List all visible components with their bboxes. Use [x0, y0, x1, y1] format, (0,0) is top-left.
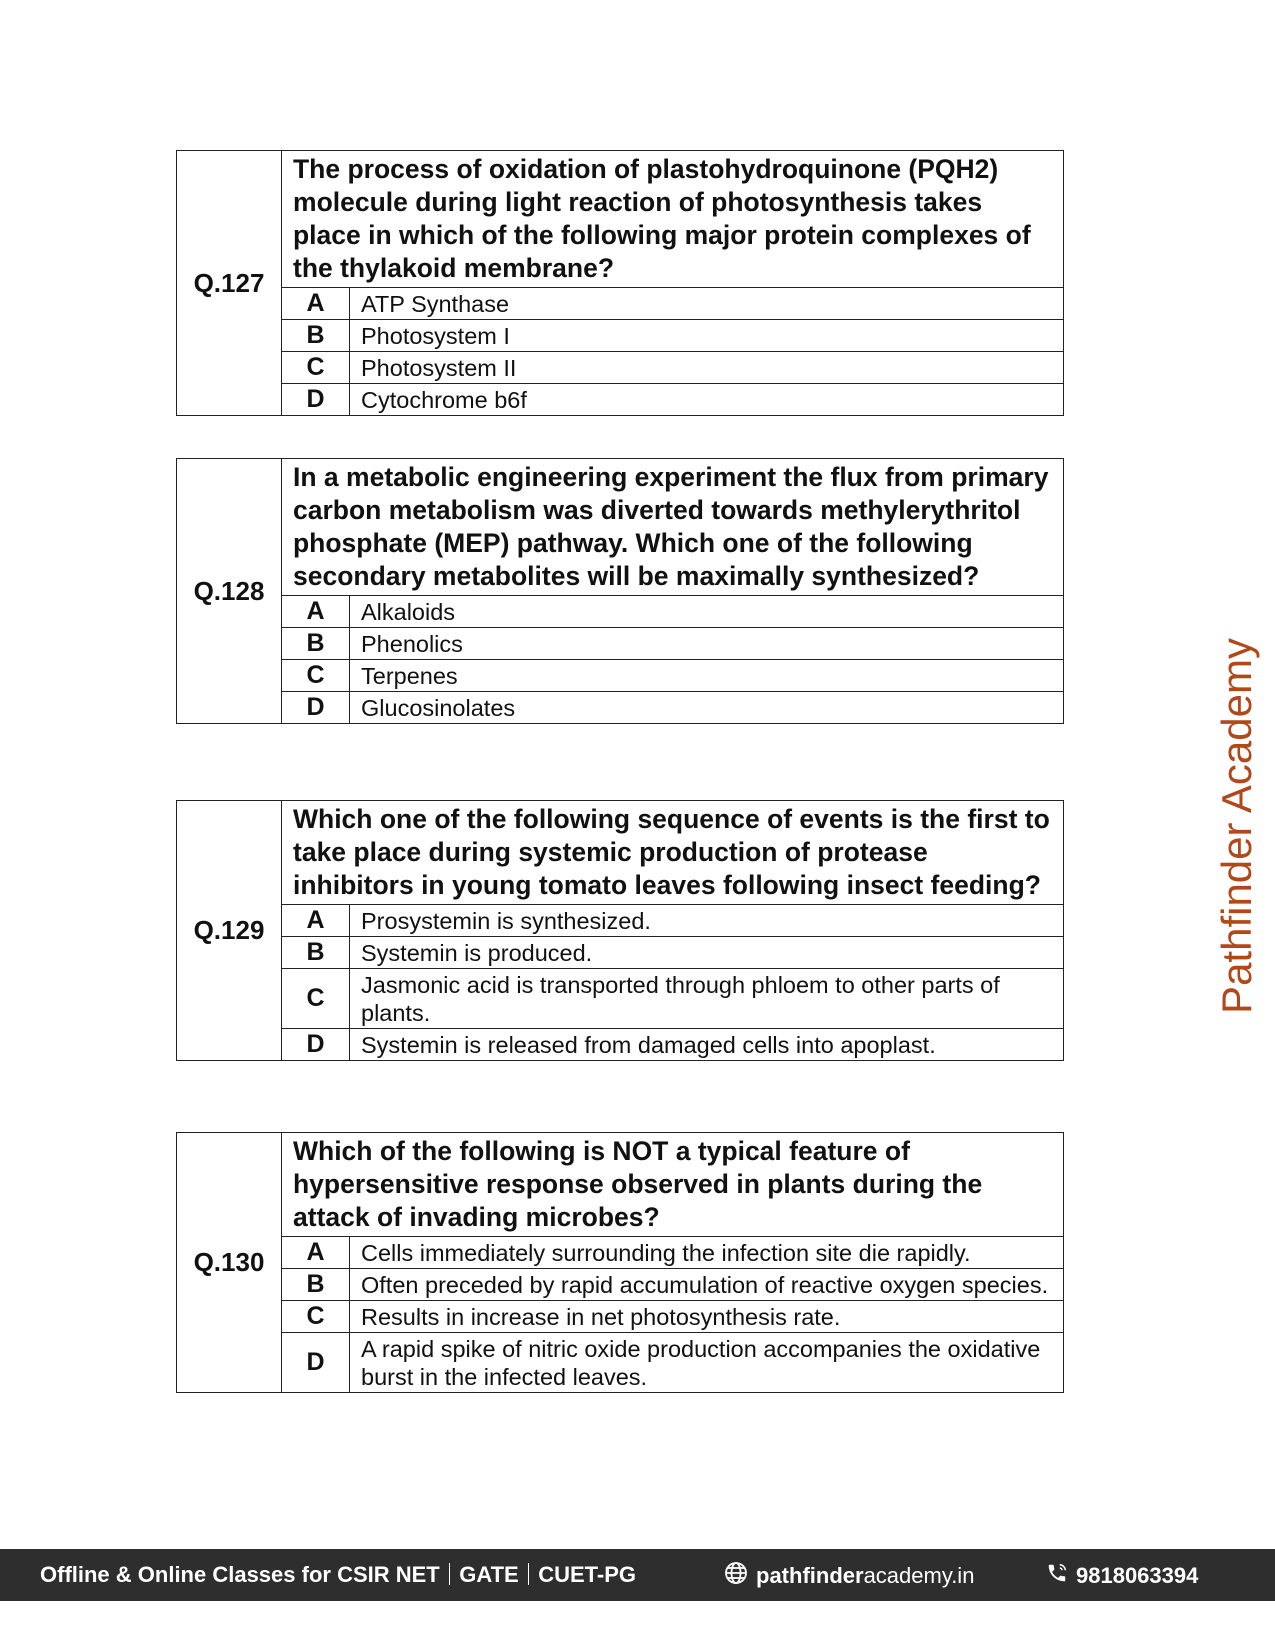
option-text: A rapid spike of nitric oxide production accompanies the oxidative burst in the infected leaves. — [361, 1336, 1041, 1390]
option-row — [282, 320, 1063, 352]
option-letter: C — [282, 660, 350, 691]
option-letter: D — [282, 1029, 350, 1060]
option-row — [282, 628, 1063, 660]
option-row — [282, 660, 1063, 692]
option-letter: C — [282, 1301, 350, 1332]
option-letter: A — [282, 1237, 350, 1268]
question-number: Q.130 — [177, 1133, 282, 1392]
question-text: In a metabolic engineering experiment the flux from primary carbon metabolism was diverted towards methylerythritol phosphate (MEP) pathway. Which one of the following secondary metabolites will be maximally synthesized? — [282, 459, 1063, 596]
option-text: Results in increase in net photosynthesis rate. — [361, 1304, 841, 1330]
divider — [528, 1563, 530, 1585]
option-row — [282, 596, 1063, 628]
option-letter: C — [282, 352, 350, 383]
question-text: Which one of the following sequence of events is the first to take place during systemic production of protease inhibitors in young tomato leaves following insect feeding? — [282, 801, 1063, 905]
option-letter: B — [282, 320, 350, 351]
question-text: The process of oxidation of plastohydroquinone (PQH2) molecule during light reaction of photosynthesis takes place in which of the following major protein complexes of the thylakoid membrane? — [282, 151, 1063, 288]
question-number: Q.127 — [177, 151, 282, 415]
question-block — [176, 150, 1064, 416]
option-row — [282, 1301, 1063, 1333]
option-text: Often preceded by rapid accumulation of reactive oxygen species. — [361, 1272, 1049, 1298]
option-text: Photosystem II — [361, 355, 517, 381]
footer-bar — [0, 1549, 1275, 1601]
option-row — [282, 352, 1063, 384]
option-text: Glucosinolates — [361, 695, 516, 721]
tagline-csir: Offline & Online Classes for CSIR NET — [40, 1562, 440, 1587]
option-text: Cells immediately surrounding the infection site die rapidly. — [361, 1240, 971, 1266]
option-text: Cytochrome b6f — [361, 387, 527, 413]
option-letter: D — [282, 384, 350, 415]
option-row — [282, 384, 1063, 415]
option-text: Prosystemin is synthesized. — [361, 908, 651, 934]
option-text: Phenolics — [361, 631, 463, 657]
option-row — [282, 969, 1063, 1029]
option-row — [282, 1269, 1063, 1301]
option-row — [282, 905, 1063, 937]
option-text: Terpenes — [361, 663, 458, 689]
option-text: Photosystem I — [361, 323, 510, 349]
option-letter: B — [282, 628, 350, 659]
question-block — [176, 458, 1064, 724]
phone-number: 9818063394 — [1076, 1563, 1199, 1588]
question-block — [176, 1132, 1064, 1393]
option-row — [282, 937, 1063, 969]
option-text: Systemin is released from damaged cells into apoplast. — [361, 1032, 936, 1058]
option-text: Alkaloids — [361, 599, 456, 625]
option-row — [282, 1237, 1063, 1269]
option-letter: D — [282, 1333, 350, 1392]
option-letter: C — [282, 969, 350, 1028]
option-letter: D — [282, 692, 350, 723]
question-number: Q.129 — [177, 801, 282, 1060]
option-text: Systemin is produced. — [361, 940, 593, 966]
option-row — [282, 1029, 1063, 1060]
website-light: academy.in — [863, 1563, 975, 1588]
website-bold: pathfinder — [756, 1563, 864, 1588]
tagline-cuet: CUET-PG — [538, 1562, 637, 1587]
tagline-gate: GATE — [459, 1562, 519, 1587]
divider — [449, 1563, 451, 1585]
globe-icon — [724, 1561, 748, 1591]
option-letter: A — [282, 288, 350, 319]
question-block — [176, 800, 1064, 1061]
watermark: Pathfinder Academy — [1213, 638, 1260, 1014]
phone-icon — [1046, 1562, 1068, 1590]
website-link[interactable] — [724, 1561, 974, 1591]
option-row — [282, 288, 1063, 320]
option-row — [282, 692, 1063, 723]
option-letter: A — [282, 596, 350, 627]
option-letter: A — [282, 905, 350, 936]
option-letter: B — [282, 937, 350, 968]
phone-contact[interactable] — [1046, 1562, 1198, 1590]
option-letter: B — [282, 1269, 350, 1300]
option-text: ATP Synthase — [361, 291, 510, 317]
footer-tagline — [40, 1562, 636, 1588]
option-row — [282, 1333, 1063, 1392]
question-text: Which of the following is NOT a typical feature of hypersensitive response observed in plants during the attack of invading microbes? — [282, 1133, 1063, 1237]
question-number: Q.128 — [177, 459, 282, 723]
option-text: Jasmonic acid is transported through phloem to other parts of plants. — [361, 972, 1000, 1026]
